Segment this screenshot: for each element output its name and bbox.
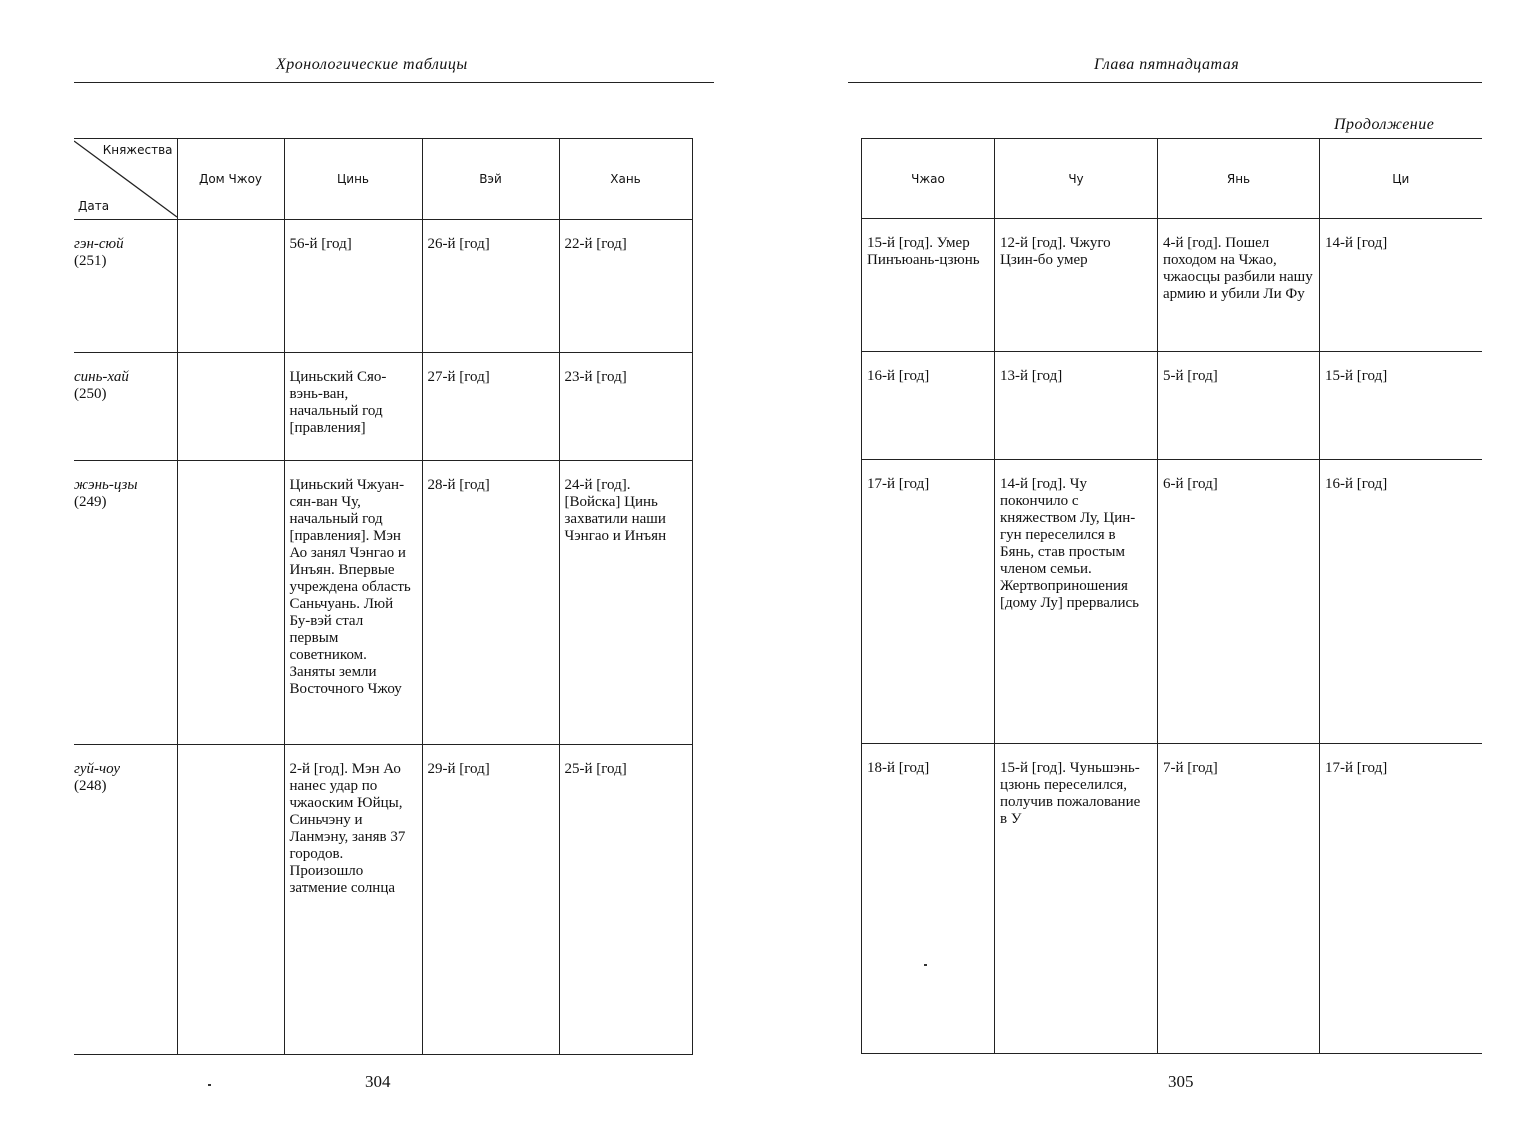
cell-yan: 6-й [год]: [1158, 460, 1320, 744]
continuation-label: Продолжение: [1334, 116, 1435, 133]
date-year: (251): [74, 253, 107, 269]
page-number-left: 304: [365, 1072, 391, 1091]
cell-zhao: 15-й [год]. Умер Пинъюань-цзюнь: [862, 219, 995, 352]
date-cell: [74, 461, 177, 745]
print-speck: [208, 1084, 211, 1086]
cell-wei: 28-й [год]: [422, 461, 559, 745]
cell-chu: 12-й [год]. Чжуго Цзин-бо умер: [995, 219, 1158, 352]
date-year: (250): [74, 386, 107, 402]
table-row: [862, 744, 1482, 1054]
chronology-table-right: [861, 138, 1482, 1054]
cell-zhou: [177, 353, 284, 461]
cell-han: 23-й [год]: [559, 353, 692, 461]
right-page: [764, 0, 1528, 1146]
page-number-right: 305: [1168, 1072, 1194, 1091]
print-speck: [924, 964, 927, 966]
cell-yan: 5-й [год]: [1158, 352, 1320, 460]
cell-zhao: 16-й [год]: [862, 352, 995, 460]
cell-han: 24-й [год]. [Войска] Цинь захватили наши Чэнгао и Инъян: [559, 461, 692, 745]
diagonal-header-cell: [74, 139, 177, 220]
date-year: (248): [74, 778, 107, 794]
cell-yan: 7-й [год]: [1158, 744, 1320, 1054]
cell-yan: 4-й [год]. Пошел походом на Чжао, чжаосцы разбили нашу армию и убили Ли Фу: [1158, 219, 1320, 352]
table-row: [74, 461, 692, 745]
table-row: [862, 460, 1482, 744]
date-cell: [74, 220, 177, 353]
cell-qin: Циньский Сяо-вэнь-ван, начальный год [правления]: [284, 353, 422, 461]
table-row: [862, 352, 1482, 460]
chronology-table-left: [74, 138, 693, 1055]
cell-wei: 26-й [год]: [422, 220, 559, 353]
column-header-wei: Вэй: [422, 139, 559, 220]
column-header-zhou: Дом Чжоу: [177, 139, 284, 220]
date-name: жэнь-цзы: [74, 477, 138, 493]
cell-qin: 2-й [год]. Мэн Ао нанес удар по чжаоским Юйцы, Синьчэну и Ланмэну, заняв 37 городов. Произошло затмение солнца: [284, 745, 422, 1055]
table-row: [74, 353, 692, 461]
table-header-row: [74, 139, 692, 220]
cell-qin: Циньский Чжуан-сян-ван Чу, начальный год [правления]. Мэн Ао занял Чэнгао и Инъян. Впервые учреждена область Саньчуань. Люй Бу-вэй стал первым советником. Заняты земли Восточного Чжоу: [284, 461, 422, 745]
cell-qi: 16-й [год]: [1320, 460, 1482, 744]
diagonal-label-date: Дата: [78, 199, 110, 213]
cell-chu: 13-й [год]: [995, 352, 1158, 460]
table-header-row: [862, 139, 1482, 219]
cell-zhao: 18-й [год]: [862, 744, 995, 1054]
column-header-qin: Цинь: [284, 139, 422, 220]
cell-wei: 27-й [год]: [422, 353, 559, 461]
date-cell: [74, 353, 177, 461]
column-header-zhao: Чжао: [862, 139, 995, 219]
date-cell: [74, 745, 177, 1055]
cell-wei: 29-й [год]: [422, 745, 559, 1055]
column-header-yan: Янь: [1158, 139, 1320, 219]
running-head-right: Глава пятнадцатая: [1094, 56, 1240, 73]
diagonal-label-states: Княжества: [102, 143, 173, 157]
header-rule: [74, 82, 714, 83]
cell-zhou: [177, 745, 284, 1055]
cell-qi: 14-й [год]: [1320, 219, 1482, 352]
cell-han: 22-й [год]: [559, 220, 692, 353]
cell-qi: 17-й [год]: [1320, 744, 1482, 1054]
date-name: гуй-чоу: [74, 761, 121, 777]
cell-zhao: 17-й [год]: [862, 460, 995, 744]
running-head-left: Хронологические таблицы: [276, 56, 468, 73]
table-row: [74, 220, 692, 353]
table-row: [862, 219, 1482, 352]
cell-qin: 56-й [год]: [284, 220, 422, 353]
table-row: [74, 745, 692, 1055]
date-name: синь-хай: [74, 369, 129, 385]
column-header-han: Хань: [559, 139, 692, 220]
column-header-chu: Чу: [995, 139, 1158, 219]
column-header-qi: Ци: [1320, 139, 1482, 219]
date-name: гэн-сюй: [74, 236, 124, 252]
date-year: (249): [74, 494, 107, 510]
cell-chu: 14-й [год]. Чу покончило с княжеством Лу, Цин-гун переселился в Бянь, став простым членом семьи. Жертвоприношения [дому Лу] прервались: [995, 460, 1158, 744]
cell-chu: 15-й [год]. Чуньшэнь-цзюнь переселился, получив пожалование в У: [995, 744, 1158, 1054]
cell-zhou: [177, 220, 284, 353]
cell-qi: 15-й [год]: [1320, 352, 1482, 460]
cell-han: 25-й [год]: [559, 745, 692, 1055]
cell-zhou: [177, 461, 284, 745]
header-rule: [848, 82, 1482, 83]
